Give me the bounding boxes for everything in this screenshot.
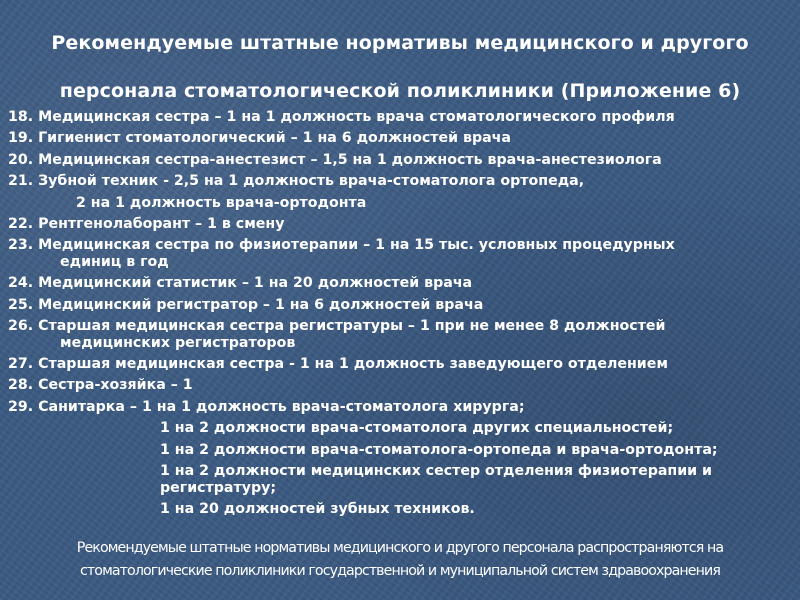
item-continuation: медицинских регистраторов [60,334,296,351]
item-continuation: единиц в год [60,253,169,270]
footer-note-line-1: Рекомендуемые штатные нормативы медицинского и другого персонала распространяются на [76,540,724,556]
item-text: Медицинская сестра по физиотерапии – 1 на 15 тыс. условных процедурных [38,237,675,254]
list-item-24 [8,275,796,292]
list-item-21 [8,173,796,211]
item-text: Медицинская сестра – 1 на 1 должность врача стоматологического профиля [38,109,675,125]
item-number: 18. [8,109,34,125]
item-number: 19. [8,130,34,147]
list-item-20 [8,152,796,169]
item-continuation: 2 на 1 должность врача-ортодонта [76,194,367,211]
item-continuation: 1 на 2 должности медицинских сестер отделения физиотерапии и [160,463,712,480]
item-continuation: 1 на 2 должности врача-стоматолога других специальностей; [160,420,674,437]
item-number: 28. [8,377,34,394]
item-text: Медицинский регистратор – 1 на 6 должностей врача [38,296,484,313]
item-text: Гигиенист стоматологический – 1 на 6 должностей врача [38,130,511,147]
list-item-27 [8,356,796,373]
item-number: 27. [8,356,34,373]
list-item-25 [8,297,796,314]
item-number: 24. [8,275,34,292]
item-number: 22. [8,215,34,232]
item-text: Санитарка – 1 на 1 должность врача-стоматолога хирурга; [38,398,525,415]
item-number: 29. [8,398,34,415]
item-text: Сестра-хозяйка – 1 [38,377,193,394]
list-item-23 [8,237,796,270]
item-text: Зубной техник - 2,5 на 1 должность врача-стоматолога ортопеда, [38,173,585,190]
item-text: Рентгенолаборант – 1 в смену [38,215,285,232]
list-item-26 [8,318,796,351]
list-item-28 [8,377,796,394]
item-text: Медицинский статистик – 1 на 20 должностей врача [38,275,473,292]
item-continuation: регистратуру; [160,479,277,496]
slide-title-line-2: персонала стоматологической поликлиники (Приложение 6) [59,80,741,102]
item-text: Старшая медицинская сестра регистратуры – 1 при не менее 8 должностей [38,318,666,335]
item-continuation: 1 на 20 должностей зубных техников. [160,501,475,518]
list-item-19 [8,130,796,147]
item-continuation: 1 на 2 должности врача-стоматолога-ортопеда и врача-ортодонта; [160,441,718,458]
staffing-norms-list [8,109,796,518]
item-number: 21. [8,173,34,190]
item-number: 25. [8,296,34,313]
slide-title-line-1: Рекомендуемые штатные нормативы медицинского и другого [51,32,749,54]
list-item-29 [8,399,796,518]
item-number: 26. [8,318,34,335]
footer-note-line-2: стоматологические поликлиники государственной и муниципальной систем здравоохранения [80,563,720,579]
item-text: Старшая медицинская сестра - 1 на 1 должность заведующего отделением [38,356,668,373]
list-item-22 [8,216,796,233]
item-text: Медицинская сестра-анестезист – 1,5 на 1 должность врача-анестезиолога [38,151,662,168]
list-item-18 [8,109,796,126]
item-number: 20. [8,151,34,168]
item-number: 23. [8,237,34,254]
